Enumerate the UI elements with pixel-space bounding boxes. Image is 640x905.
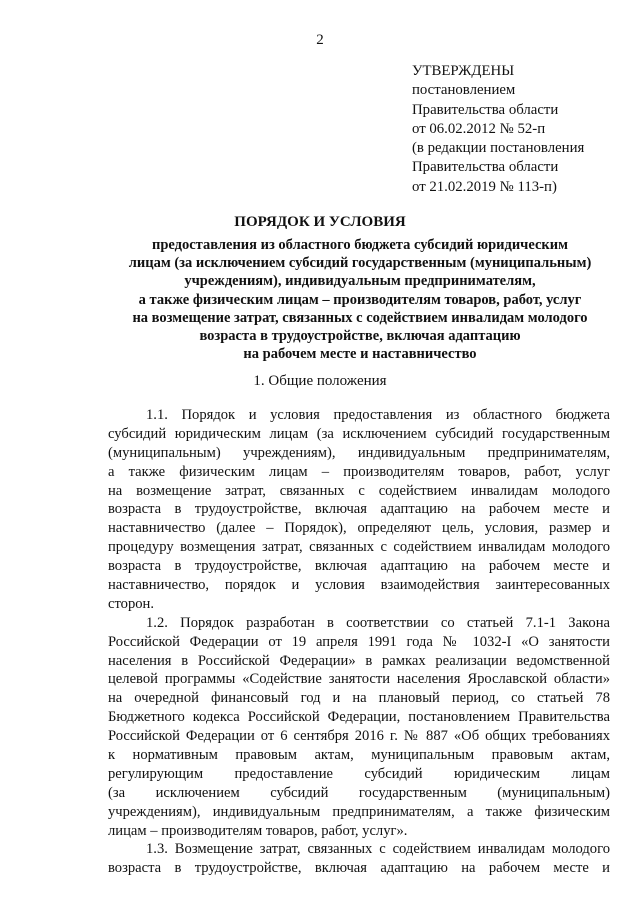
body-line: целевой программы «Содействие занятости населения Ярославской области» bbox=[108, 671, 610, 688]
approval-line: Правительства области bbox=[412, 159, 559, 176]
body-line: населения в Российской Федерации» в рамках реализации ведомственной bbox=[108, 652, 610, 669]
subtitle-line: а также физическим лицам – производителям товаров, работ, услуг bbox=[138, 291, 582, 308]
subtitle-line: на возмещение затрат, связанных с содействием инвалидам молодого bbox=[132, 309, 588, 326]
subtitle-line: возраста в трудоустройстве, включая адаптацию bbox=[199, 328, 521, 345]
subtitle-line: учреждениям), индивидуальным предпринимателям, bbox=[184, 273, 536, 290]
approval-line: (в редакции постановления bbox=[412, 140, 585, 157]
body-line: на возмещение затрат, связанных с содействием инвалидам молодого bbox=[108, 482, 610, 499]
document-subtitle bbox=[90, 236, 630, 363]
body-line: субсидий юридическим лицам (за исключением субсидий государственным bbox=[108, 425, 610, 442]
body-line: регулирующим предоставление субсидий юридическим лицам bbox=[108, 765, 610, 782]
body-line: возраста в трудоустройстве, включая адаптацию на рабочем месте и bbox=[108, 558, 610, 575]
body-line: к нормативным правовым актам, муниципальным правовым актам, bbox=[108, 747, 610, 764]
body-line: а также физическим лицам – производителям товаров, работ, услуг bbox=[108, 463, 610, 480]
approval-line: от 06.02.2012 № 52-п bbox=[412, 120, 546, 137]
body-line: 1.1. Порядок и условия предоставления из областного бюджета bbox=[146, 407, 610, 423]
body-line: возраста в трудоустройстве, включая адаптацию на рабочем месте и bbox=[108, 860, 610, 877]
body-line: (муниципальным) учреждениям), индивидуальным предпринимателям, bbox=[108, 444, 610, 461]
body-line: наставничество, порядок и условия взаимодействия заинтересованных bbox=[108, 577, 610, 594]
body-line: наставничество (далее – Порядок), определяют цель, условия, размер и bbox=[108, 520, 610, 537]
document-title: ПОРЯДОК И УСЛОВИЯ bbox=[234, 214, 406, 230]
body-line: возраста в трудоустройстве, включая адаптацию на рабочем месте и bbox=[108, 501, 610, 518]
body-line: сторон. bbox=[108, 595, 155, 612]
body-line: Российской Федерации от 6 сентября 2016 г. № 887 «Об общих требованиях bbox=[108, 728, 610, 745]
approval-line: постановлением bbox=[412, 82, 516, 99]
body-line: 1.2. Порядок разработан в соответствии со статьей 7.1-1 Закона bbox=[146, 614, 610, 631]
subtitle-line: предоставления из областного бюджета субсидий юридическим bbox=[152, 237, 568, 253]
body-line: процедуру возмещения затрат, связанных с содействием инвалидам молодого bbox=[108, 539, 610, 556]
approval-line: УТВЕРЖДЕНЫ bbox=[412, 63, 515, 79]
subtitle-line: лицам (за исключением субсидий государственным (муниципальным) bbox=[128, 255, 592, 272]
body-line: (за исключением субсидий государственным (муниципальным) bbox=[108, 784, 610, 801]
body-line: лицам – производителям товаров, работ, услуг». bbox=[108, 822, 408, 839]
body-line: Российской Федерации от 19 апреля 1991 года № 1032-I «О занятости bbox=[108, 633, 610, 650]
section-heading: 1. Общие положения bbox=[253, 373, 387, 389]
body-line: Бюджетного кодекса Российской Федерации, постановлением Правительства bbox=[108, 709, 610, 726]
page-number: 2 bbox=[316, 32, 324, 48]
document-body bbox=[108, 406, 610, 878]
subtitle-line: на рабочем месте и наставничество bbox=[243, 346, 477, 363]
approval-line: от 21.02.2019 № 113-п) bbox=[412, 178, 557, 195]
body-line: на очередной финансовый год и на плановый период, со статьей 78 bbox=[108, 690, 610, 707]
body-line: учреждениям), индивидуальным предпринимателям, а также физическим bbox=[108, 803, 610, 820]
approval-line: Правительства области bbox=[412, 101, 559, 118]
approval-block bbox=[412, 62, 627, 197]
body-line: 1.3. Возмещение затрат, связанных с содействием инвалидам молодого bbox=[146, 841, 610, 858]
